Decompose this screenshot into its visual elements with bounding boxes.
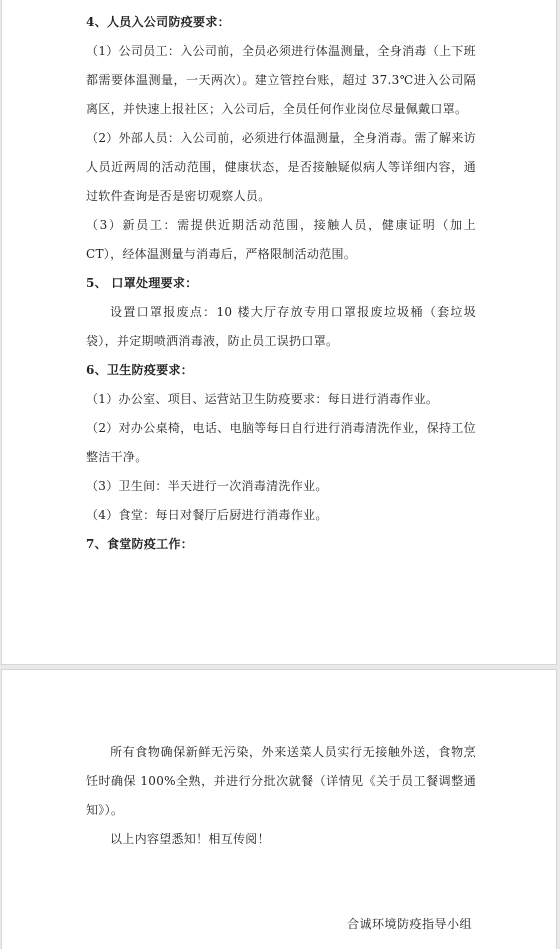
document-page-1 xyxy=(1,0,557,665)
section-4-item-3: （3）新员工：需提供近期活动范围，接触人员，健康证明（加上 CT），经体温测量与消毒后，严格限制活动范围。 xyxy=(86,218,476,261)
section-7-heading: 7、食堂防疫工作： xyxy=(86,537,194,551)
section-6-item-2: （2）对办公桌椅，电话、电脑等每日自行进行消毒清洗作业，保持工位整洁干净。 xyxy=(86,421,476,464)
document-page-2 xyxy=(1,669,557,949)
closing-note: 以上内容望悉知！相互传阅！ xyxy=(110,832,270,846)
section-6-item-4: （4）食堂：每日对餐厅后厨进行消毒作业。 xyxy=(86,508,328,522)
section-6-item-3: （3）卫生间：半天进行一次消毒清洗作业。 xyxy=(86,479,328,493)
section-4-item-1: （1）公司员工：入公司前，全员必须进行体温测量，全身消毒（上下班都需要体温测量，一天两次）。建立管控台账，超过 37.3℃进入公司隔离区，并快速上报社区；入公司后，全员任何作业岗位尽量佩戴口罩。 xyxy=(86,44,476,116)
section-4-item-2: （2）外部人员：入公司前，必须进行体温测量，全身消毒。需了解来访人员近两周的活动范围，健康状态，是否接触疑似病人等详细内容，通过软件查询是否是密切观察人员。 xyxy=(86,131,476,203)
page-1-content xyxy=(86,8,476,559)
canteen-food-body: 所有食物确保新鲜无污染，外来送菜人员实行无接触外送，食物烹饪时确保 100%全熟，并进行分批次就餐（详情见《关于员工餐调整通知》）。 xyxy=(86,745,476,817)
section-4-heading: 4、人员入公司防疫要求： xyxy=(86,15,230,29)
section-6-heading: 6、卫生防疫要求： xyxy=(86,363,194,377)
section-5-heading: 5、 口罩处理要求： xyxy=(86,276,198,290)
section-6-item-1: （1）办公室、项目、运营站卫生防疫要求：每日进行消毒作业。 xyxy=(86,392,439,406)
section-5-body: 设置口罩报废点：10 楼大厅存放专用口罩报废垃圾桶（套垃圾袋），并定期喷洒消毒液，防止员工误扔口罩。 xyxy=(86,305,476,348)
signature-line: 合诚环境防疫指导小组 xyxy=(346,917,472,931)
page-2-content xyxy=(86,738,476,854)
